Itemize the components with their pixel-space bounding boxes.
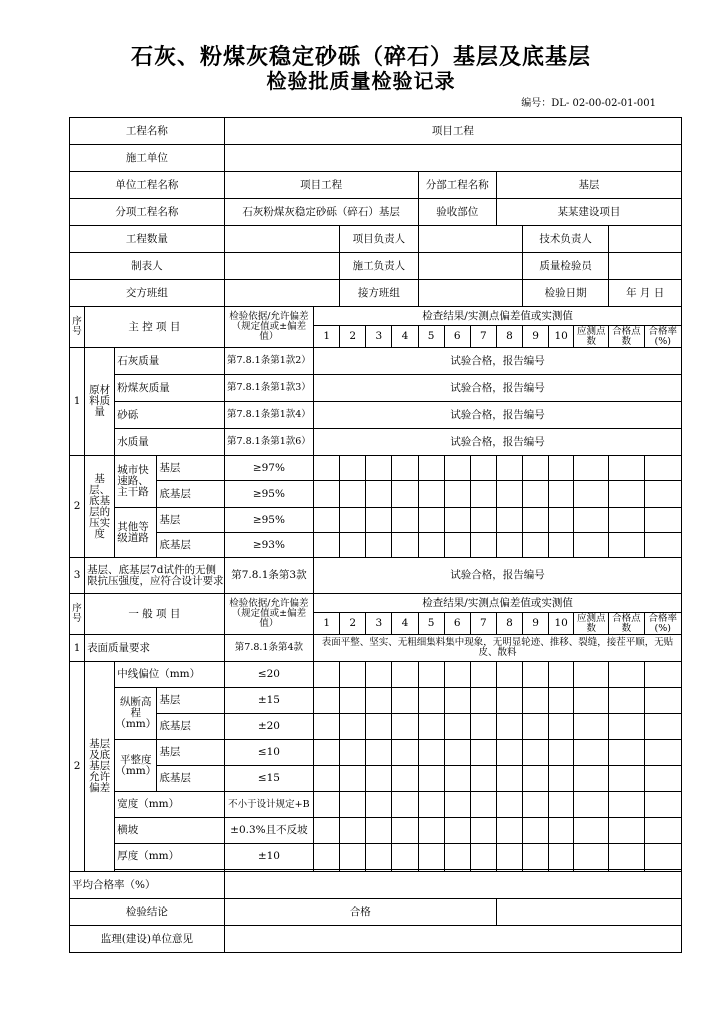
receiving-team-label: 接方班组	[340, 280, 418, 307]
project-manager-value[interactable]	[418, 226, 522, 253]
point-header: 2	[340, 613, 366, 635]
handover-team-value[interactable]	[224, 280, 340, 307]
deviation-label: 基层及底基层允许偏差	[85, 662, 115, 872]
item-basis: 第7.8.1条第1款4）	[224, 402, 313, 429]
point-header: 10	[549, 326, 574, 348]
item-name: 石灰质量	[115, 348, 225, 375]
compaction-label: 基层、底基层的压实度	[85, 456, 115, 558]
item-basis: ≥93%	[224, 533, 313, 558]
layer-name: 基层	[157, 508, 224, 533]
acceptance-part-label: 验收部位	[418, 199, 496, 226]
supervisor-row	[70, 926, 682, 953]
seq-header: 序号	[70, 594, 85, 635]
check-item: 宽度（mm）	[115, 792, 225, 818]
deviation-row	[70, 740, 682, 766]
deviation-row	[70, 844, 682, 870]
item-basis: ≤20	[224, 662, 313, 688]
raw-material-label: 原材料质量	[85, 348, 115, 456]
item-name: 粉煤灰质量	[115, 375, 225, 402]
deviation-row	[70, 714, 682, 740]
raw-material-row	[70, 429, 682, 456]
item-basis: 第7.8.1条第1款2）	[224, 348, 313, 375]
sub-project-label: 分部工程名称	[418, 172, 496, 199]
surface-result[interactable]: 表面平整、坚实、无粗细集料集中现象，无明显轮迹、推移、裂缝，接茬平顺，无贴皮、散料	[314, 635, 682, 662]
check-item: 中线偏位（mm）	[115, 662, 225, 688]
point-header: 4	[392, 326, 418, 348]
strength-basis: 第7.8.1条第3款	[224, 558, 313, 594]
item-basis: 不小于设计规定+B	[224, 792, 313, 818]
document-title: 石灰、粉煤灰稳定砂砾（碎石）基层及底基层	[130, 45, 591, 70]
surface-basis: 第7.8.1条第4款	[224, 635, 313, 662]
item-basis: ≤10	[224, 740, 313, 766]
item-project-label: 分项工程名称	[70, 199, 225, 226]
check-item: 横坡	[115, 818, 225, 844]
item-basis: ±20	[224, 714, 313, 740]
check-item: 纵断高程（mm）	[115, 688, 157, 740]
general-items-header: 一 般 项 目	[85, 594, 225, 635]
deviation-row	[70, 766, 682, 792]
quality-inspector-value[interactable]	[609, 253, 682, 280]
quantity-value[interactable]	[224, 226, 340, 253]
project-name-label: 工程名称	[70, 118, 225, 145]
conclusion-value[interactable]: 合格	[224, 899, 496, 926]
tabulator-label: 制表人	[70, 253, 225, 280]
point-header: 2	[340, 326, 366, 348]
item-basis: ≥95%	[224, 508, 313, 533]
raw-material-seq: 1	[70, 348, 85, 456]
tech-manager-label: 技术负责人	[522, 226, 608, 253]
receiving-team-value[interactable]	[418, 280, 522, 307]
item-project-value[interactable]: 石灰粉煤灰稳定砂砾（碎石）基层	[224, 199, 418, 226]
layer-name: 底基层	[157, 481, 224, 508]
supervisor-opinion[interactable]	[224, 926, 681, 953]
project-name-value[interactable]: 项目工程	[224, 118, 681, 145]
item-basis: ≥97%	[224, 456, 313, 481]
layer-name: 底基层	[157, 714, 224, 740]
point-header: 4	[392, 613, 418, 635]
handover-team-label: 交方班组	[70, 280, 225, 307]
point-header: 1	[314, 613, 340, 635]
basis-header: 检验依据/允许偏差（规定值或±偏差值）	[224, 594, 313, 635]
surface-row	[70, 635, 682, 662]
item-result[interactable]: 试验合格，报告编号	[314, 375, 682, 402]
item-basis: 第7.8.1条第1款6）	[224, 429, 313, 456]
sub-project-value[interactable]: 基层	[496, 172, 681, 199]
results-header: 检查结果/实测点偏差值或实测值	[314, 307, 682, 326]
item-basis: ≥95%	[224, 481, 313, 508]
inspection-date-label: 检验日期	[522, 280, 608, 307]
item-basis: ±15	[224, 688, 313, 714]
item-basis: 第7.8.1条第1款3）	[224, 375, 313, 402]
surface-label: 表面质量要求	[85, 635, 225, 662]
document-number: 编号：DL- 02-00-02-01-001	[521, 98, 656, 109]
avg-pass-rate-label: 平均合格率（%）	[70, 872, 225, 899]
info-row-quantity	[70, 226, 682, 253]
inspection-record-table	[69, 117, 682, 953]
item-basis: ±0.3%且不反坡	[224, 818, 313, 844]
contractor-label: 施工单位	[70, 145, 225, 172]
point-header: 1	[314, 326, 340, 348]
conclusion-row	[70, 899, 682, 926]
strength-seq: 3	[70, 558, 85, 594]
measured-points-header: 应测点数	[574, 326, 609, 348]
unit-project-label: 单位工程名称	[70, 172, 225, 199]
pass-rate-header: 合格率(%)	[644, 613, 681, 635]
info-row-contractor	[70, 145, 682, 172]
point-header: 9	[522, 613, 548, 635]
info-row-item	[70, 199, 682, 226]
point-header: 6	[444, 326, 470, 348]
project-manager-label: 项目负责人	[340, 226, 418, 253]
conclusion-label: 检验结论	[70, 899, 225, 926]
document-subtitle: 检验批质量检验记录	[266, 69, 456, 93]
point-header: 5	[418, 326, 444, 348]
deviation-row	[70, 792, 682, 818]
road-group-label: 其他等级道路	[115, 508, 157, 558]
point-header: 7	[470, 326, 496, 348]
avg-pass-rate-value[interactable]	[224, 872, 681, 899]
deviation-seq: 2	[70, 662, 85, 872]
compaction-row	[70, 456, 682, 481]
item-result[interactable]: 试验合格，报告编号	[314, 348, 682, 375]
point-header: 8	[496, 613, 522, 635]
qualified-points-header: 合格点数	[609, 326, 644, 348]
item-basis: ≤15	[224, 766, 313, 792]
surface-seq: 1	[70, 635, 85, 662]
general-header-row	[70, 594, 682, 613]
strength-result[interactable]: 试验合格，报告编号	[314, 558, 682, 594]
layer-name: 底基层	[157, 533, 224, 558]
layer-name: 基层	[157, 456, 224, 481]
qualified-points-header: 合格点数	[609, 613, 644, 635]
raw-material-row	[70, 375, 682, 402]
construction-manager-label: 施工负责人	[340, 253, 418, 280]
tech-manager-value[interactable]	[609, 226, 682, 253]
point-header: 6	[444, 613, 470, 635]
layer-name: 基层	[157, 688, 224, 714]
point-header: 10	[549, 613, 574, 635]
compaction-row	[70, 481, 682, 508]
compaction-seq: 2	[70, 456, 85, 558]
info-row-tabulator	[70, 253, 682, 280]
deviation-row	[70, 662, 682, 688]
results-header: 检查结果/实测点偏差值或实测值	[314, 594, 682, 613]
point-header: 8	[496, 326, 522, 348]
raw-material-row	[70, 402, 682, 429]
inspection-date-value[interactable]: 年 月 日	[609, 280, 682, 307]
raw-material-row	[70, 348, 682, 375]
quantity-label: 工程数量	[70, 226, 225, 253]
item-result[interactable]: 试验合格，报告编号	[314, 429, 682, 456]
point-header: 3	[366, 326, 392, 348]
avg-pass-rate-row	[70, 872, 682, 899]
tabulator-value[interactable]	[224, 253, 340, 280]
item-basis: ±10	[224, 844, 313, 870]
item-name: 水质量	[115, 429, 225, 456]
compaction-row	[70, 533, 682, 558]
unit-project-value[interactable]: 项目工程	[224, 172, 418, 199]
main-items-header: 主 控 项 目	[85, 307, 225, 348]
layer-name: 基层	[157, 740, 224, 766]
seq-header: 序号	[70, 307, 85, 348]
road-group-label: 城市快速路、主干路	[115, 456, 157, 508]
item-result[interactable]: 试验合格，报告编号	[314, 402, 682, 429]
construction-manager-value[interactable]	[418, 253, 522, 280]
deviation-row	[70, 818, 682, 844]
pass-rate-header: 合格率(%)	[644, 326, 681, 348]
item-name: 砂砾	[115, 402, 225, 429]
strength-label: 基层、底基层7d试件的无侧限抗压强度，应符合设计要求	[85, 558, 225, 594]
main-header-row	[70, 307, 682, 326]
supervisor-label: 监理(建设)单位意见	[70, 926, 225, 953]
point-header: 5	[418, 613, 444, 635]
check-item: 平整度（mm）	[115, 740, 157, 792]
contractor-value[interactable]	[224, 145, 681, 172]
point-header: 9	[522, 326, 548, 348]
info-row-project	[70, 118, 682, 145]
point-header: 3	[366, 613, 392, 635]
info-row-team	[70, 280, 682, 307]
deviation-row	[70, 688, 682, 714]
strength-row	[70, 558, 682, 594]
basis-header: 检验依据/允许偏差（规定值或±偏差值）	[224, 307, 313, 348]
acceptance-part-value[interactable]: 某某建设项目	[496, 199, 681, 226]
quality-inspector-label: 质量检验员	[522, 253, 608, 280]
layer-name: 底基层	[157, 766, 224, 792]
measured-points-header: 应测点数	[574, 613, 609, 635]
check-item: 厚度（mm）	[115, 844, 225, 870]
point-header: 7	[470, 613, 496, 635]
compaction-row	[70, 508, 682, 533]
info-row-unit	[70, 172, 682, 199]
